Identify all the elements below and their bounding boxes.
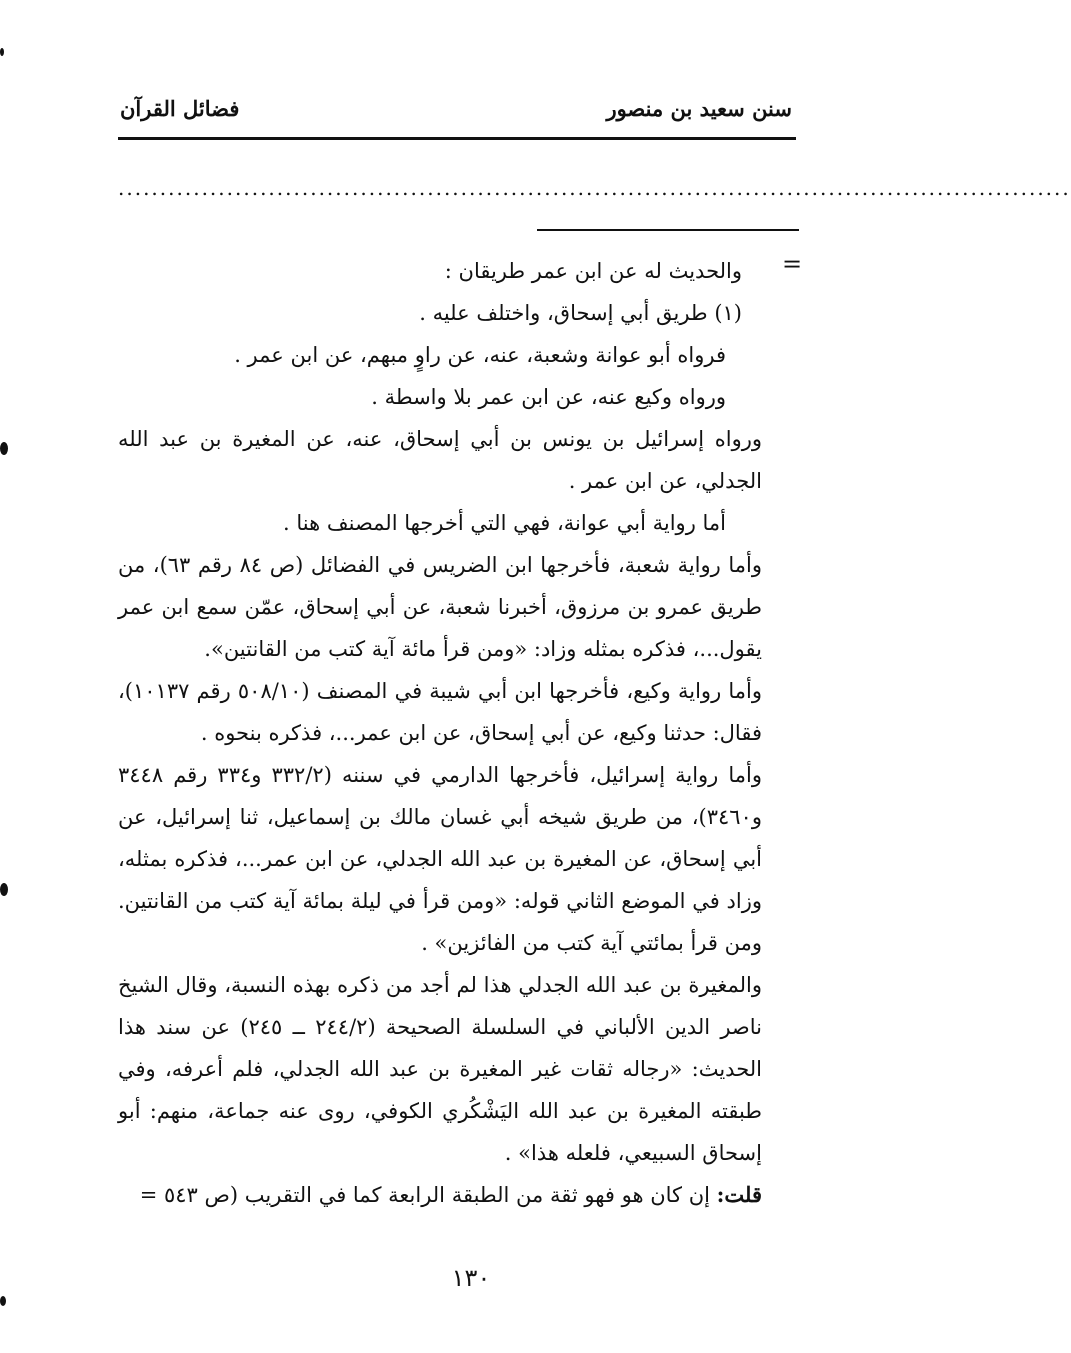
dotted-separator: ..................................................................................................................	[118, 176, 1071, 200]
header-rule	[118, 137, 796, 140]
paragraph: فرواه أبو عوانة وشعبة، عنه، عن راوٍ مبهم، عن ابن عمر .	[234, 343, 726, 367]
paragraph: ورواه إسرائيل بن يونس بن أبي إسحاق، عنه، عن المغيرة بن عبد الله الجدلي، عن ابن عمر .	[118, 427, 762, 493]
paragraph: (١) طريق أبي إسحاق، واختلف عليه .	[419, 301, 742, 325]
paragraph-last-text: إن كان هو فهو ثقة من الطبقة الرابعة كما في التقريب (ص ٥٤٣ =	[139, 1183, 717, 1207]
running-header-book-title: سنن سعيد بن منصور	[606, 96, 792, 121]
paragraph: وأما رواية وكيع، فأخرجها ابن أبي شيبة في المصنف (٥٠٨/١٠ رقم ١٠١٣٧)، فقال: حدثنا وكيع، عن أبي إسحاق، عن ابن عمر...، فذكره بنحوه .	[118, 679, 762, 745]
running-header-section-title: فضائل القرآن	[120, 96, 240, 121]
page-number: ١٣٠	[451, 1264, 491, 1292]
footnote-rule	[537, 229, 799, 231]
paragraph: ورواه وكيع عنه، عن ابن عمر بلا واسطة .	[371, 385, 726, 409]
scan-mark	[0, 442, 8, 455]
paragraph-last	[118, 1174, 762, 1216]
paragraph: وأما رواية شعبة، فأخرجها ابن الضريس في الفضائل (ص ٨٤ رقم ٦٣)، من طريق عمرو بن مرزوق، أخبرنا شعبة، عن أبي إسحاق، عمّن سمع ابن عمر يقول...، فذكره بمثله وزاد: «ومن قرأ مائة آية كتب من القانتين».	[118, 553, 762, 661]
paragraph: والمغيرة بن عبد الله الجدلي هذا لم أجد من ذكره بهذه النسبة، وقال الشيخ ناصر الدين الألباني في السلسلة الصحيحة (٢٤٤/٢ ــ ٢٤٥) عن سند هذا الحديث: «رجاله ثقات غير المغيرة بن عبد الله الجدلي، فلم أعرفه، وفي طبقته المغيرة بن عبد الله اليَشْكُري الكوفي، روى عنه جماعة، منهم: أبو إسحاق السبيعي، فلعله هذا» .	[118, 973, 763, 1165]
paragraph: وأما رواية إسرائيل، فأخرجها الدارمي في سننه (٣٣٢/٢ و٣٣٤ رقم ٣٤٤٨ و٣٤٦٠)، من طريق شيخه أبي غسان مالك بن إسماعيل، ثنا إسرائيل، عن أبي إسحاق، عن المغيرة بن عبد الله الجدلي، عن ابن عمر...، فذكره بمثله، وزاد في الموضع الثاني قوله: «ومن قرأ في ليلة بمائة آية كتب من القانتين. ومن قرأ بمائتي آية كتب من الفائزين» .	[118, 763, 762, 955]
scan-mark	[0, 883, 8, 896]
continuation-mark: =	[782, 250, 803, 278]
paragraph: والحديث له عن ابن عمر طريقان :	[444, 259, 742, 283]
qultu-label: قلت:	[716, 1182, 762, 1207]
scan-mark	[0, 1296, 6, 1306]
paragraph: أما رواية أبي عوانة، فهي التي أخرجها المصنف هنا .	[283, 511, 726, 535]
footnote-body	[118, 250, 762, 1216]
scan-mark	[0, 48, 4, 56]
